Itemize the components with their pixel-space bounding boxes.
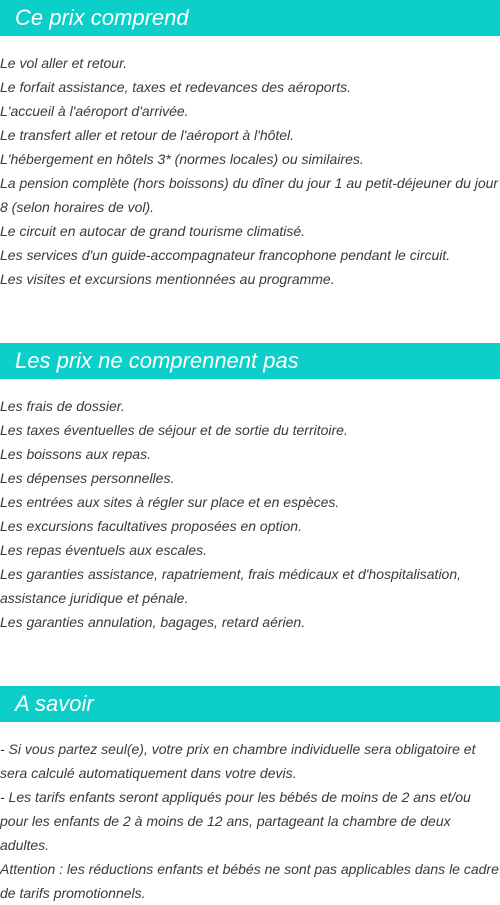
list-item: Les dépenses personnelles. bbox=[0, 470, 175, 486]
excluded-list bbox=[0, 379, 500, 634]
list-item: Les entrées aux sites à régler sur place et en espèces. bbox=[0, 494, 340, 510]
list-item: Attention : les réductions enfants et bébés ne sont pas applicables dans le cadre de tarifs promotionnels. bbox=[0, 861, 499, 901]
list-item: - Les tarifs enfants seront appliqués pour les bébés de moins de 2 ans et/ou pour les enfants de 2 à moins de 12 ans, partageant la chambre de deux adultes. bbox=[0, 789, 471, 853]
list-item: L'hébergement en hôtels 3* (normes locales) ou similaires. bbox=[0, 151, 364, 167]
included-list bbox=[0, 36, 500, 291]
list-item: Les services d'un guide-accompagnateur francophone pendant le circuit. bbox=[0, 247, 451, 263]
section-title: Les prix ne comprennent pas bbox=[15, 348, 299, 373]
section-price-includes bbox=[0, 0, 500, 291]
list-item: La pension complète (hors boissons) du dîner du jour 1 au petit-déjeuner du jour 8 (selon horaires de vol). bbox=[0, 175, 499, 215]
section-price-excludes bbox=[0, 343, 500, 634]
list-item: Les garanties assistance, rapatriement, frais médicaux et d'hospitalisation, assistance juridique et pénale. bbox=[0, 566, 462, 606]
list-item: Les frais de dossier. bbox=[0, 398, 125, 414]
list-item: L'accueil à l'aéroport d'arrivée. bbox=[0, 103, 189, 119]
list-item: Les repas éventuels aux escales. bbox=[0, 542, 208, 558]
section-title: A savoir bbox=[15, 691, 94, 716]
list-item: - Si vous partez seul(e), votre prix en chambre individuelle sera obligatoire et sera calculé automatiquement dans votre devis. bbox=[0, 741, 476, 781]
info-list bbox=[0, 722, 500, 905]
list-item: Les garanties annulation, bagages, retard aérien. bbox=[0, 614, 306, 630]
list-item: Les taxes éventuelles de séjour et de sortie du territoire. bbox=[0, 422, 348, 438]
list-item: Les excursions facultatives proposées en option. bbox=[0, 518, 302, 534]
list-item: Le circuit en autocar de grand tourisme climatisé. bbox=[0, 223, 306, 239]
section-good-to-know bbox=[0, 686, 500, 905]
section-header bbox=[0, 686, 500, 722]
list-item: Les visites et excursions mentionnées au programme. bbox=[0, 271, 335, 287]
list-item: Le vol aller et retour. bbox=[0, 55, 128, 71]
section-header bbox=[0, 0, 500, 36]
section-title: Ce prix comprend bbox=[15, 5, 189, 30]
section-header bbox=[0, 343, 500, 379]
list-item: Le forfait assistance, taxes et redevances des aéroports. bbox=[0, 79, 351, 95]
list-item: Le transfert aller et retour de l'aéroport à l'hôtel. bbox=[0, 127, 295, 143]
list-item: Les boissons aux repas. bbox=[0, 446, 151, 462]
